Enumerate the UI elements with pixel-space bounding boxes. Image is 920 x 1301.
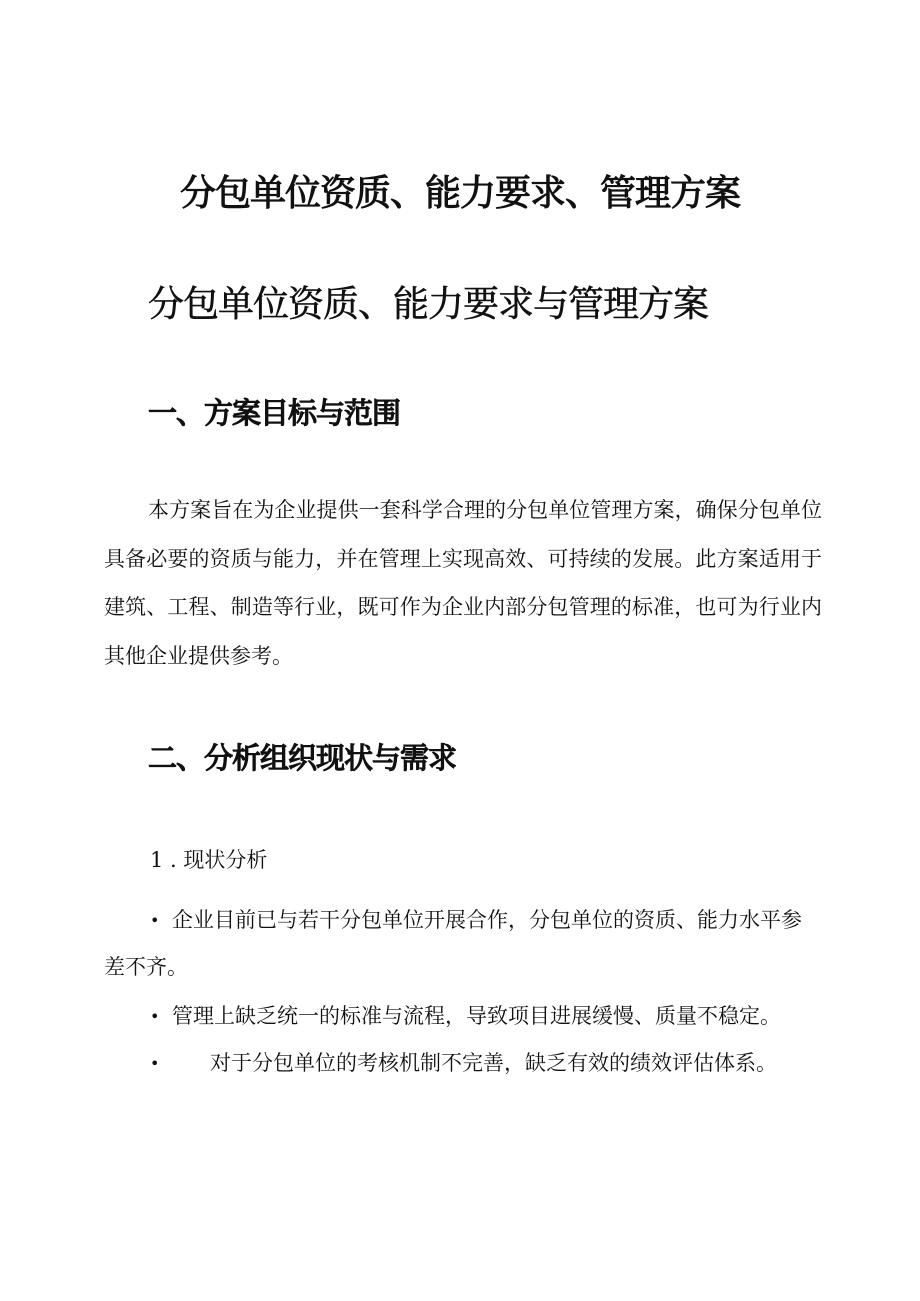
- section-heading-status-needs: 二、分析组织现状与需求: [148, 741, 457, 775]
- list-item-text: 企业目前已与若干分包单位开展合作，分包单位的资质、能力水平参差不齐。: [104, 908, 802, 979]
- bullet-icon: •: [150, 911, 160, 930]
- section-heading-goals-scope: 一、方案目标与范围: [148, 396, 401, 430]
- bullet-icon: •: [150, 1007, 160, 1026]
- list-item: [104, 1040, 822, 1087]
- list-item-text: 对于分包单位的考核机制不完善，缺乏有效的绩效评估体系。: [210, 1051, 777, 1075]
- subsection-heading-status-analysis: 1 . 现状分析: [150, 848, 268, 872]
- list-item: [104, 897, 822, 991]
- section-paragraph-goals-scope: 本方案旨在为企业提供一套科学合理的分包单位管理方案，确保分包单位具备必要的资质与能力，并在管理上实现高效、可持续的发展。此方案适用于建筑、工程、制造等行业，既可作为企业内部分包管理的标准，也可为行业内其他企业提供参考。: [104, 498, 822, 668]
- list-item-text: 管理上缺乏统一的标准与流程，导致项目进展缓慢、质量不稳定。: [172, 1004, 781, 1028]
- bullet-icon: •: [150, 1054, 160, 1073]
- document-title: 分包单位资质、能力要求、管理方案: [179, 173, 740, 214]
- document-subtitle: 分包单位资质、能力要求与管理方案: [148, 284, 709, 325]
- list-item: [104, 993, 822, 1040]
